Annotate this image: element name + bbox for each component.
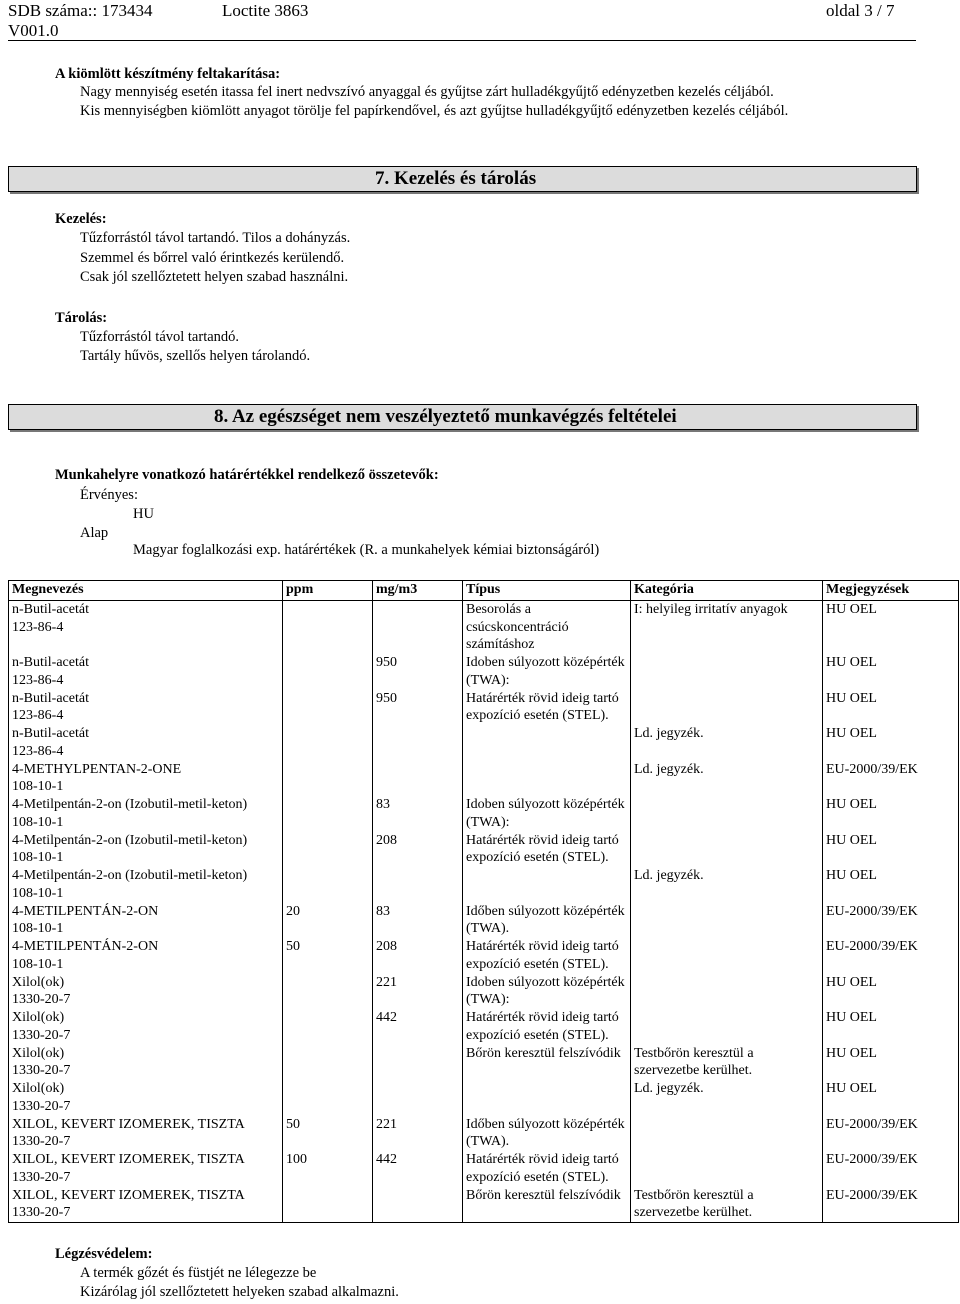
exposure-limits-table bbox=[8, 580, 959, 1223]
cell-mgm3 bbox=[373, 1187, 463, 1223]
cell-type: Határérték rövid ideig tartó expozíció esetén (STEL). bbox=[463, 690, 631, 726]
cell-name bbox=[9, 1009, 283, 1045]
cell-mgm3: 442 bbox=[373, 1151, 463, 1187]
cas-number: 108-10-1 bbox=[12, 814, 64, 830]
cas-number: 1330-20-7 bbox=[12, 1098, 71, 1114]
substance-name: Xilol(ok) bbox=[12, 1010, 65, 1025]
handling-line: Szemmel és bőrrel való érintkezés kerülendő. bbox=[80, 250, 345, 266]
cell-ppm bbox=[283, 832, 373, 868]
sds-number: SDB száma:: 173434 bbox=[8, 1, 153, 20]
storage-label: Tárolás: bbox=[55, 310, 108, 326]
cell-notes: HU OEL bbox=[823, 1045, 959, 1081]
cell-notes: HU OEL bbox=[823, 867, 959, 903]
table-row bbox=[9, 601, 959, 655]
section-8-header bbox=[8, 404, 917, 430]
cell-name bbox=[9, 938, 283, 974]
cell-category bbox=[631, 1151, 823, 1187]
cell-ppm: 100 bbox=[283, 1151, 373, 1187]
cell-notes: HU OEL bbox=[823, 725, 959, 761]
table-row bbox=[9, 903, 959, 939]
cas-number: 1330-20-7 bbox=[12, 992, 71, 1007]
cell-type: Határérték rövid ideig tartó expozíció esetén (STEL). bbox=[463, 1009, 631, 1045]
table-row bbox=[9, 1116, 959, 1152]
substance-name: Xilol(ok) bbox=[12, 1045, 65, 1061]
cell-category bbox=[631, 903, 823, 939]
cas-number: 123-86-4 bbox=[12, 619, 64, 635]
cell-notes: EU-2000/39/EK bbox=[823, 1151, 959, 1187]
cell-category: Testbőrön keresztül a szervezetbe kerülhet. bbox=[631, 1045, 823, 1081]
substance-name: n-Butil-acetát bbox=[12, 602, 89, 617]
cell-notes: EU-2000/39/EK bbox=[823, 938, 959, 974]
cell-name bbox=[9, 1080, 283, 1116]
cell-type: Bőrön keresztül felszívódik bbox=[463, 1045, 631, 1081]
cell-name bbox=[9, 654, 283, 690]
table-row bbox=[9, 796, 959, 832]
header-divider bbox=[8, 40, 916, 41]
cell-name bbox=[9, 1116, 283, 1152]
substance-name: n-Butil-acetát bbox=[12, 726, 89, 741]
cell-type bbox=[463, 725, 631, 761]
table-row bbox=[9, 938, 959, 974]
cas-number: 1330-20-7 bbox=[12, 1027, 71, 1043]
cell-type: Besorolás a csúcskoncentráció számításhoz bbox=[463, 601, 631, 655]
cell-type: Idoben súlyozott középérték (TWA): bbox=[463, 796, 631, 832]
col-header-ppm: ppm bbox=[283, 581, 373, 601]
section-8-title: 8. Az egészséget nem veszélyeztető munkavégzés feltételei bbox=[214, 406, 677, 427]
valid-label: Érvényes: bbox=[80, 487, 138, 503]
cell-type: Határérték rövid ideig tartó expozíció esetén (STEL). bbox=[463, 832, 631, 868]
col-header-category: Kategória bbox=[631, 581, 823, 601]
handling-line: Csak jól szellőztetett helyen szabad használni. bbox=[80, 269, 349, 285]
version: V001.0 bbox=[8, 21, 59, 40]
table-row bbox=[9, 974, 959, 1010]
substance-name: n-Butil-acetát bbox=[12, 655, 89, 670]
table-row bbox=[9, 1080, 959, 1116]
substance-name: 4-Metilpentán-2-on (Izobutil-metil-keton) bbox=[12, 832, 248, 848]
respiratory-line: A termék gőzét és füstjét ne lélegezze be bbox=[80, 1265, 317, 1281]
cell-name bbox=[9, 903, 283, 939]
valid-value: HU bbox=[133, 506, 154, 522]
storage-line: Tartály hűvös, szellős helyen tárolandó. bbox=[80, 348, 311, 364]
cell-category bbox=[631, 796, 823, 832]
cell-ppm bbox=[283, 761, 373, 797]
section-7-title: 7. Kezelés és tárolás bbox=[375, 168, 537, 189]
product-name: Loctite 3863 bbox=[222, 1, 309, 20]
cell-category bbox=[631, 974, 823, 1010]
col-header-notes: Megjegyzések bbox=[823, 581, 959, 601]
cell-notes: HU OEL bbox=[823, 654, 959, 690]
cell-name bbox=[9, 1187, 283, 1223]
cell-ppm bbox=[283, 796, 373, 832]
cell-name bbox=[9, 1151, 283, 1187]
cell-ppm bbox=[283, 1045, 373, 1081]
cell-notes: EU-2000/39/EK bbox=[823, 903, 959, 939]
cell-ppm: 20 bbox=[283, 903, 373, 939]
table-row bbox=[9, 1187, 959, 1223]
handling-line: Tűzforrástól távol tartandó. Tilos a dohányzás. bbox=[80, 230, 351, 246]
cell-mgm3: 83 bbox=[373, 903, 463, 939]
cas-number: 108-10-1 bbox=[12, 779, 64, 794]
cell-category: Ld. jegyzék. bbox=[631, 725, 823, 761]
substance-name: n-Butil-acetát bbox=[12, 690, 89, 706]
cell-name bbox=[9, 761, 283, 797]
cell-mgm3 bbox=[373, 1080, 463, 1116]
col-header-mgm3: mg/m3 bbox=[373, 581, 463, 601]
table-row bbox=[9, 654, 959, 690]
spill-title: A kiömlött készítmény feltakarítása: bbox=[55, 66, 281, 82]
cell-category bbox=[631, 690, 823, 726]
cas-number: 1330-20-7 bbox=[12, 1205, 71, 1220]
cell-type: Idoben súlyozott középérték (TWA): bbox=[463, 974, 631, 1010]
cell-ppm bbox=[283, 601, 373, 655]
cell-mgm3 bbox=[373, 761, 463, 797]
cell-type bbox=[463, 761, 631, 797]
cell-notes: HU OEL bbox=[823, 601, 959, 655]
cas-number: 108-10-1 bbox=[12, 956, 64, 972]
cell-type bbox=[463, 1080, 631, 1116]
table-header-row bbox=[9, 581, 959, 601]
table-row bbox=[9, 1045, 959, 1081]
table-row bbox=[9, 832, 959, 868]
col-header-type: Típus bbox=[463, 581, 631, 601]
table-row bbox=[9, 690, 959, 726]
section-7-header bbox=[8, 166, 917, 192]
handling-label: Kezelés: bbox=[55, 211, 107, 227]
cell-mgm3: 442 bbox=[373, 1009, 463, 1045]
cell-notes: EU-2000/39/EK bbox=[823, 1116, 959, 1152]
cell-name bbox=[9, 867, 283, 903]
cell-mgm3 bbox=[373, 601, 463, 655]
cell-ppm bbox=[283, 1187, 373, 1223]
cell-mgm3 bbox=[373, 867, 463, 903]
cell-ppm bbox=[283, 1009, 373, 1045]
cell-notes: HU OEL bbox=[823, 796, 959, 832]
cell-category: I: helyileg irritatív anyagok bbox=[631, 601, 823, 655]
cell-category: Ld. jegyzék. bbox=[631, 1080, 823, 1116]
cell-mgm3: 221 bbox=[373, 1116, 463, 1152]
cell-category: Ld. jegyzék. bbox=[631, 761, 823, 797]
substance-name: 4-Metilpentán-2-on (Izobutil-metil-keton) bbox=[12, 797, 248, 812]
spill-line: Nagy mennyiség esetén itassa fel inert nedvszívó anyaggal és gyűjtse zárt hulladékgyűjtő edényzetben kezelés céljából. bbox=[80, 84, 774, 100]
cell-ppm bbox=[283, 725, 373, 761]
substance-name: XILOL, KEVERT IZOMEREK, TISZTA bbox=[12, 1116, 245, 1132]
cell-name bbox=[9, 725, 283, 761]
cell-mgm3: 221 bbox=[373, 974, 463, 1010]
respiratory-title: Légzésvédelem: bbox=[55, 1246, 153, 1262]
cell-notes: HU OEL bbox=[823, 1080, 959, 1116]
table-row bbox=[9, 725, 959, 761]
cell-mgm3: 208 bbox=[373, 832, 463, 868]
cell-name bbox=[9, 690, 283, 726]
page-number: oldal 3 / 7 bbox=[826, 1, 895, 20]
cell-category bbox=[631, 1116, 823, 1152]
cell-ppm bbox=[283, 690, 373, 726]
cas-number: 1330-20-7 bbox=[12, 1063, 71, 1078]
spill-line: Kis mennyiségben kiömlött anyagot törölje fel papírkendővel, és azt gyűjtse hulladékgyűjtő edényzetben kezelés céljából. bbox=[80, 103, 789, 119]
cell-ppm bbox=[283, 654, 373, 690]
cas-number: 108-10-1 bbox=[12, 850, 64, 865]
substance-name: Xilol(ok) bbox=[12, 1081, 65, 1096]
table-row bbox=[9, 1151, 959, 1187]
cell-type bbox=[463, 867, 631, 903]
cas-number: 1330-20-7 bbox=[12, 1134, 71, 1149]
cell-category bbox=[631, 654, 823, 690]
substance-name: 4-METHYLPENTAN-2-ONE bbox=[12, 761, 182, 777]
substance-name: 4-METILPENTÁN-2-ON bbox=[12, 903, 159, 919]
cell-name bbox=[9, 601, 283, 655]
table-row bbox=[9, 867, 959, 903]
cas-number: 123-86-4 bbox=[12, 708, 64, 723]
cell-mgm3: 83 bbox=[373, 796, 463, 832]
cell-type: Idoben súlyozott középérték (TWA): bbox=[463, 654, 631, 690]
table-row bbox=[9, 761, 959, 797]
cas-number: 108-10-1 bbox=[12, 885, 64, 901]
cell-type: Időben súlyozott középérték (TWA). bbox=[463, 903, 631, 939]
basis-value: Magyar foglalkozási exp. határértékek (R. a munkahelyek kémiai biztonságáról) bbox=[133, 542, 600, 558]
cell-category: Ld. jegyzék. bbox=[631, 867, 823, 903]
cell-type: Határérték rövid ideig tartó expozíció esetén (STEL). bbox=[463, 938, 631, 974]
cell-notes: EU-2000/39/EK bbox=[823, 1187, 959, 1223]
substance-name: Xilol(ok) bbox=[12, 974, 65, 990]
col-header-name: Megnevezés bbox=[9, 581, 283, 601]
cell-ppm bbox=[283, 974, 373, 1010]
storage-line: Tűzforrástól távol tartandó. bbox=[80, 329, 240, 345]
cell-notes: HU OEL bbox=[823, 1009, 959, 1045]
components-label: Munkahelyre vonatkozó határértékkel rendelkező összetevők: bbox=[55, 467, 439, 483]
respiratory-line: Kizárólag jól szellőztetett helyeken szabad alkalmazni. bbox=[80, 1284, 399, 1300]
substance-name: 4-METILPENTÁN-2-ON bbox=[12, 939, 159, 954]
cell-notes: HU OEL bbox=[823, 832, 959, 868]
cell-type: Bőrön keresztül felszívódik bbox=[463, 1187, 631, 1223]
cell-mgm3 bbox=[373, 725, 463, 761]
cell-mgm3 bbox=[373, 1045, 463, 1081]
cas-number: 123-86-4 bbox=[12, 743, 64, 759]
basis-label: Alap bbox=[80, 525, 109, 541]
substance-name: 4-Metilpentán-2-on (Izobutil-metil-keton) bbox=[12, 868, 248, 883]
cell-notes: HU OEL bbox=[823, 690, 959, 726]
cell-notes: HU OEL bbox=[823, 974, 959, 1010]
cell-category bbox=[631, 1009, 823, 1045]
cell-type: Határérték rövid ideig tartó expozíció esetén (STEL). bbox=[463, 1151, 631, 1187]
cell-name bbox=[9, 832, 283, 868]
substance-name: XILOL, KEVERT IZOMEREK, TISZTA bbox=[12, 1152, 245, 1167]
substance-name: XILOL, KEVERT IZOMEREK, TISZTA bbox=[12, 1187, 245, 1203]
cell-ppm: 50 bbox=[283, 938, 373, 974]
cell-notes: EU-2000/39/EK bbox=[823, 761, 959, 797]
cell-type: Időben súlyozott középérték (TWA). bbox=[463, 1116, 631, 1152]
cell-category: Testbőrön keresztül a szervezetbe kerülhet. bbox=[631, 1187, 823, 1223]
cell-ppm bbox=[283, 1080, 373, 1116]
cell-ppm: 50 bbox=[283, 1116, 373, 1152]
cas-number: 123-86-4 bbox=[12, 672, 64, 688]
cas-number: 108-10-1 bbox=[12, 921, 64, 936]
cell-mgm3: 208 bbox=[373, 938, 463, 974]
cell-name bbox=[9, 1045, 283, 1081]
cell-category bbox=[631, 832, 823, 868]
cell-mgm3: 950 bbox=[373, 654, 463, 690]
cell-name bbox=[9, 974, 283, 1010]
cas-number: 1330-20-7 bbox=[12, 1169, 71, 1185]
table-row bbox=[9, 1009, 959, 1045]
cell-category bbox=[631, 938, 823, 974]
cell-ppm bbox=[283, 867, 373, 903]
cell-mgm3: 950 bbox=[373, 690, 463, 726]
cell-name bbox=[9, 796, 283, 832]
